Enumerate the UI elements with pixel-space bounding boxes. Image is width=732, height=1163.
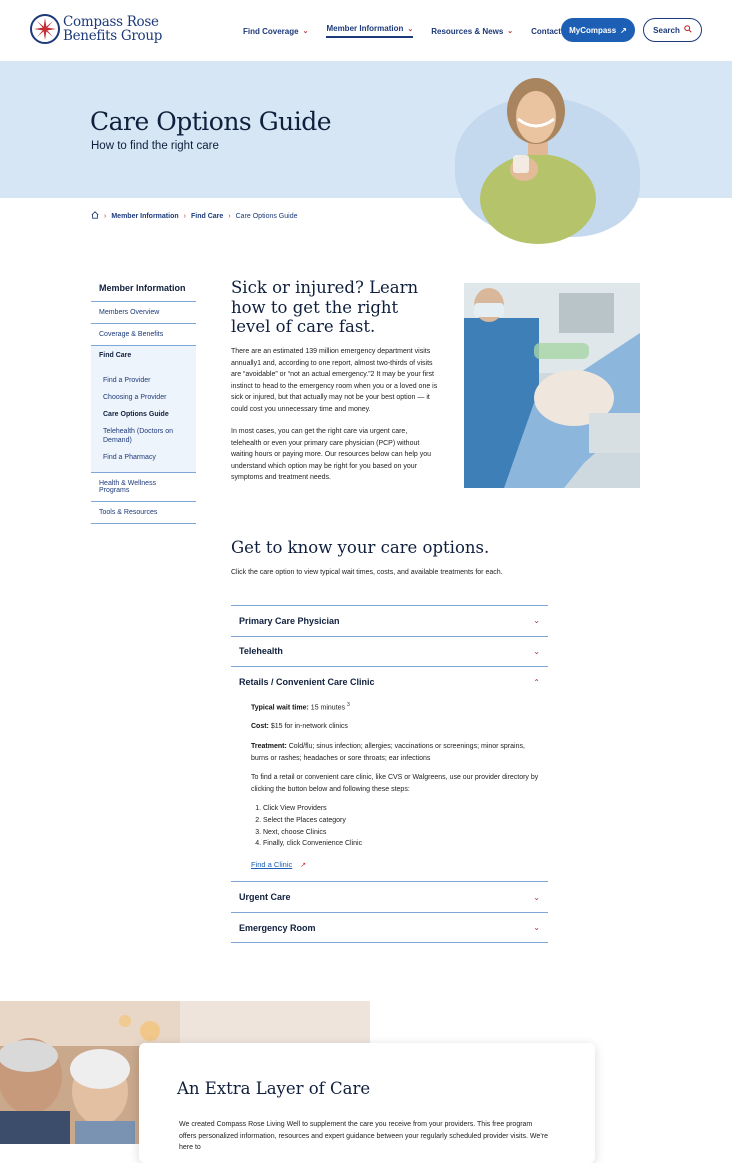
- list-item: 3. Next, choose Clinics: [263, 827, 540, 839]
- accordion-label: Primary Care Physician: [239, 615, 340, 626]
- accordion-label: Retails / Convenient Care Clinic: [239, 677, 375, 688]
- nav-member-information[interactable]: [326, 24, 413, 38]
- search-label: Search: [653, 25, 680, 35]
- feature-body: We created Compass Rose Living Well to supplement the care you receive from your providers. This free program offers personalized information, resources and expert guidance between your regularly scheduled provider visits. We’re here to: [179, 1121, 548, 1151]
- nav-label: Find Coverage: [243, 26, 299, 36]
- main-nav: [243, 24, 579, 38]
- page-title: Care Options Guide: [90, 107, 332, 136]
- mycompass-label: MyCompass: [569, 25, 617, 35]
- chevron-down-icon: ⌄: [507, 28, 514, 35]
- chevron-up-icon: ⌃: [533, 677, 540, 687]
- logo-line-2: Benefits Group: [63, 28, 163, 44]
- wait-label: Typical wait time:: [251, 703, 309, 711]
- breadcrumb-current: Care Options Guide: [235, 212, 298, 220]
- list-item: 2. Select the Places category: [263, 815, 540, 827]
- nav-resources-news[interactable]: [431, 24, 513, 38]
- accordion-label: Telehealth: [239, 646, 283, 657]
- treatment: [251, 741, 540, 764]
- chevron-right-icon: ›: [183, 212, 186, 220]
- wait-footnote: 3: [347, 701, 350, 708]
- sidebar-subitem-telehealth[interactable]: Telehealth (Doctors on Demand): [103, 428, 174, 444]
- accordion-primary-care[interactable]: [231, 606, 548, 637]
- accordion-telehealth[interactable]: [231, 637, 548, 668]
- search-icon: [684, 25, 692, 35]
- accordion-panel-retail-clinic: [231, 698, 548, 883]
- nav-label: Contact: [531, 26, 561, 36]
- hero-photo-woman: [478, 69, 598, 198]
- intro-paragraph-2: In most cases, you can get the right care via urgent care, telehealth or even your primary care physician (PCP) without waiting hours or paying more. Our resources below can help you understand which option may be right for you based on your symptoms and treatment needs.: [231, 428, 431, 482]
- sidebar-item-members-overview[interactable]: Members Overview: [91, 302, 196, 324]
- accordion-label: Emergency Room: [239, 922, 316, 933]
- care-options-heading: Get to know your care options.: [231, 538, 490, 557]
- feature-heading: An Extra Layer of Care: [177, 1079, 371, 1098]
- nav-contact[interactable]: [531, 24, 561, 38]
- sidebar-subitem-choosing-provider[interactable]: Choosing a Provider: [103, 394, 167, 401]
- wait-value: 15 minutes: [310, 703, 346, 711]
- sidebar-item-tools-resources[interactable]: Tools & Resources: [91, 502, 196, 524]
- wait-time: [251, 700, 540, 714]
- search-button[interactable]: [643, 18, 702, 42]
- sidebar-item-coverage-benefits[interactable]: Coverage & Benefits: [91, 324, 196, 346]
- chevron-right-icon: ›: [104, 212, 107, 220]
- breadcrumb-member-information[interactable]: Member Information: [111, 212, 179, 220]
- treatment-label: Treatment:: [251, 743, 287, 751]
- chevron-down-icon: ⌄: [533, 892, 540, 902]
- sidebar-title: Member Information: [91, 278, 196, 302]
- treatment-value: Cold/flu; sinus infection; allergies; vaccinations or screenings; minor sprains, burns or rashes; headaches or sore throats; ear infections: [251, 743, 525, 762]
- find-clinic-link[interactable]: [251, 859, 540, 872]
- accordion-urgent-care[interactable]: [231, 882, 548, 913]
- accordion-retail-clinic[interactable]: [231, 667, 548, 698]
- sidebar-subitem-care-options-guide[interactable]: Care Options Guide: [103, 411, 169, 418]
- chevron-down-icon: ⌄: [407, 25, 414, 33]
- breadcrumb-find-care[interactable]: Find Care: [190, 212, 224, 220]
- accordion-label: Urgent Care: [239, 892, 291, 903]
- logo-line-1: Compass Rose: [63, 14, 159, 30]
- care-options-accordion: [231, 605, 548, 943]
- home-icon[interactable]: [91, 211, 99, 221]
- find-instructions: To find a retail or convenient care clinic, like CVS or Walgreens, use our provider directory by clicking the button below and following these steps:: [251, 774, 539, 793]
- list-item: 1. Click View Providers: [263, 803, 540, 815]
- chevron-down-icon: ⌄: [533, 923, 540, 933]
- feature-card: [139, 1043, 595, 1163]
- find-clinic-label[interactable]: Find a Clinic: [251, 859, 293, 869]
- sidebar-subitem-find-pharmacy[interactable]: Find a Pharmacy: [103, 454, 156, 461]
- cost-value: $15 for in-network clinics: [270, 723, 348, 731]
- nav-label: Member Information: [326, 24, 404, 33]
- logo-text: [63, 15, 162, 43]
- cost: [251, 721, 540, 733]
- sidebar-nav: [91, 278, 196, 524]
- chevron-down-icon: ⌄: [533, 646, 540, 656]
- sidebar-item-find-care[interactable]: Find Care: [99, 352, 132, 359]
- page-subtitle: How to find the right care: [91, 140, 219, 152]
- hero-banner: [0, 61, 732, 198]
- nav-find-coverage[interactable]: [243, 24, 308, 38]
- list-item: 4. Finally, click Convenience Clinic: [263, 838, 540, 850]
- chevron-down-icon: ⌄: [302, 28, 309, 35]
- chevron-right-icon: ›: [228, 212, 231, 220]
- sidebar-group-find-care: [91, 346, 196, 473]
- mycompass-button[interactable]: [561, 18, 635, 42]
- steps-list: [263, 803, 540, 849]
- chevron-down-icon: ⌄: [533, 616, 540, 626]
- nav-label: Resources & News: [431, 26, 504, 36]
- care-options-instructions: Click the care option to view typical wait times, costs, and available treatments for each.: [231, 569, 503, 576]
- intro-heading: Sick or injured? Learn how to get the right level of care fast.: [231, 278, 419, 336]
- external-arrow-icon: ↗: [300, 861, 307, 869]
- sidebar-item-health-wellness[interactable]: Health & Wellness Programs: [91, 473, 196, 502]
- site-header: [0, 0, 732, 61]
- sidebar-subitem-find-provider[interactable]: Find a Provider: [103, 377, 151, 384]
- compass-rose-icon: [30, 14, 60, 44]
- external-arrow-icon: ↗: [620, 25, 627, 35]
- intro-paragraph-1: There are an estimated 139 million emergency department visits annually1 and, according to one report, almost two-thirds of visits are “avoidable” or “not an actual emergency.”2 It may be your first instinct to head to the emergency room when you or a loved one is sick or injured, but that actually may not be your best option — it could cost you unnecessary time and money.: [231, 348, 438, 413]
- doctor-patient-photo: [464, 283, 640, 488]
- cost-label: Cost:: [251, 723, 269, 731]
- accordion-emergency-room[interactable]: [231, 913, 548, 944]
- breadcrumb: [91, 211, 298, 221]
- logo[interactable]: [30, 14, 162, 44]
